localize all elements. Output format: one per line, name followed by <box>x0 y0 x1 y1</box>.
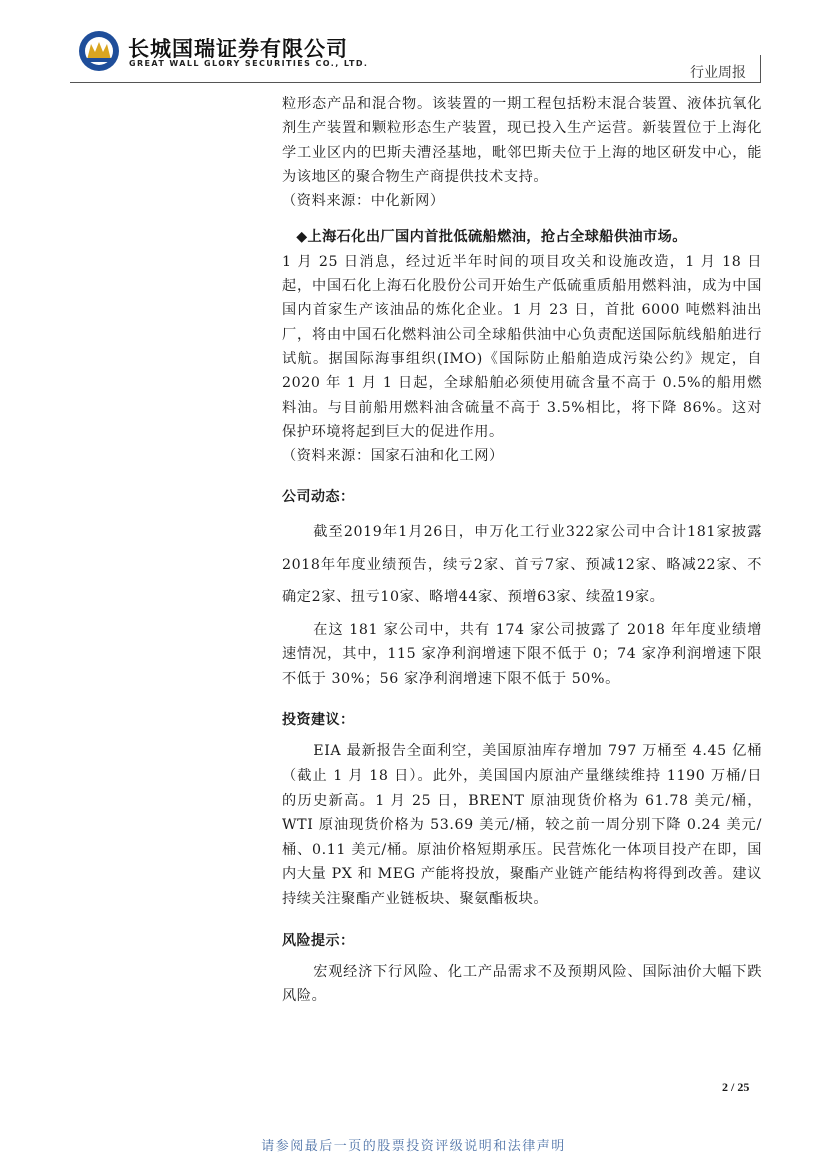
company-dynamics-paragraph-1: 截至2019年1月26日，申万化工行业322家公司中合计181家披露2018年年度业绩预告，续亏2家、首亏7家、预减12家、略减22家、不确定2家、扭亏10家、略增44家、预增63家、续盈19家。 <box>282 524 762 606</box>
company-dynamics-paragraph-2: 在这 181 家公司中，共有 174 家公司披露了 2018 年年度业绩增速情况，其中，115 家净利润增速下限不低于 0；74 家净利润增速下限不低于 30%；56 家净利润增速下限不低于 50%。 <box>282 621 762 687</box>
basf-news-source: （资料来源：中化新网） <box>282 193 445 210</box>
header-divider <box>70 82 760 83</box>
risk-text: 宏观经济下行风险、化工产品需求不及预期风险、国际油价大幅下跌风险。 <box>282 963 762 1005</box>
header-divider-vertical <box>760 55 761 83</box>
investment-advice-heading: 投资建议： <box>282 712 355 729</box>
sinopec-news-title: ◆上海石化出厂国内首批低硫船燃油，抢占全球船供油市场。 <box>296 229 687 246</box>
company-logo-icon <box>78 30 120 72</box>
company-dynamics-section <box>282 516 762 691</box>
company-name-cn: 长城国瑞证券有限公司 <box>128 37 348 61</box>
company-dynamics-heading: 公司动态： <box>282 489 355 506</box>
report-type-label: 行业周报 <box>690 65 746 81</box>
page-number: 2 / 25 <box>722 1080 750 1094</box>
investment-advice-text: EIA 最新报告全面利空，美国原油库存增加 797 万桶至 4.45 亿桶（截止 1 月 18 日）。此外，美国国内原油产量继续维持 1190 万桶/日的历史新高。1 月 25 日，BRENT 原油现货价格为 61.78 美元/桶，WTI 原油现货价格为 53.69 美元/桶，较之前一周分别下降 0.24 美元/桶、0.11 美元/桶。原油价格短期承压。民营炼化一体项目投产在即，国内大量 PX 和 MEG 产能将投放，聚酯产业链产能结构将得到改善。建议持续关注聚酯产业链板块、聚氨酯板块。 <box>282 743 762 908</box>
investment-advice-section <box>282 739 762 911</box>
sinopec-news-text: 1 月 25 日消息，经过近半年时间的项目攻关和设施改造，1 月 18 日起，中国石化上海石化股份公司开始生产低硫重质船用燃料油，成为中国国内首家生产该油品的炼化企业。1 月 23 日，首批 6000 吨燃料油出厂，将由中国石化燃料油公司全球船供油中心负责配送国际航线船舶进行试航。据国际海事组织(IMO)《国际防止船舶造成污染公约》规定，自 2020 年 1 月 1 日起，全球船舶必须使用硫含量不高于 0.5%的船用燃料油。与目前船用燃料油含硫量不高于 3.5%相比，将下降 86%。这对保护环境将起到巨大的促进作用。 <box>282 253 762 440</box>
report-body <box>282 92 762 1009</box>
sinopec-news-source: （资料来源：国家石油和化工网） <box>282 448 504 465</box>
risk-heading: 风险提示： <box>282 932 355 949</box>
risk-section <box>282 960 762 1009</box>
company-name-en: GREAT WALL GLORY SECURITIES CO., LTD. <box>129 59 369 68</box>
industry-news-section <box>282 92 762 468</box>
footer-disclaimer: 请参阅最后一页的股票投资评级说明和法律声明 <box>261 1139 566 1154</box>
basf-news-text: 粒形态产品和混合物。该装置的一期工程包括粉末混合装置、液体抗氧化剂生产装置和颗粒形态生产装置，现已投入生产运营。新装置位于上海化学工业区内的巴斯夫漕泾基地，毗邻巴斯夫位于上海的地区研发中心，能为该地区的聚合物生产商提供技术支持。 <box>282 96 762 185</box>
